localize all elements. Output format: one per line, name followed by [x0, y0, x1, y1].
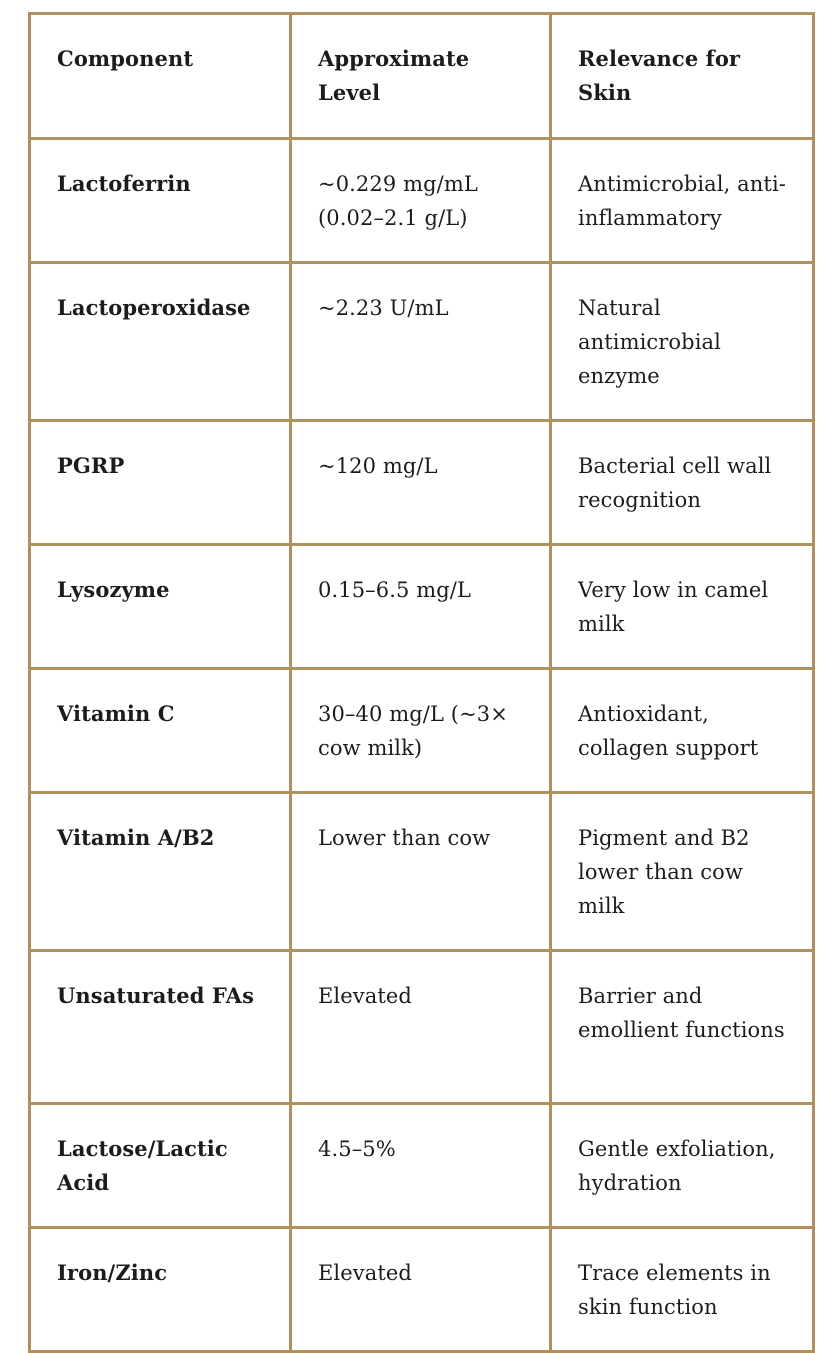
component-cell: Lysozyme	[30, 545, 291, 669]
composition-table	[28, 12, 815, 1353]
table-row	[30, 951, 814, 1104]
relevance-cell: Pigment and B2 lower than cow milk	[551, 793, 814, 951]
table-header-row	[30, 14, 814, 139]
component-cell: Lactose/Lactic Acid	[30, 1104, 291, 1228]
level-cell: ~0.229 mg/mL (0.02–2.1 g/L)	[291, 139, 551, 263]
component-cell: Lactoferrin	[30, 139, 291, 263]
level-cell: 0.15–6.5 mg/L	[291, 545, 551, 669]
level-cell: ~2.23 U/mL	[291, 263, 551, 421]
table-row	[30, 139, 814, 263]
relevance-cell: Very low in camel milk	[551, 545, 814, 669]
table-row	[30, 545, 814, 669]
component-cell: PGRP	[30, 421, 291, 545]
table-row	[30, 1228, 814, 1352]
component-cell: Unsaturated FAs	[30, 951, 291, 1104]
composition-table-container	[28, 12, 812, 1353]
header-approximate-level: Approximate Level	[291, 14, 551, 139]
header-component: Component	[30, 14, 291, 139]
component-cell: Vitamin A/B2	[30, 793, 291, 951]
level-cell: 30–40 mg/L (~3× cow milk)	[291, 669, 551, 793]
component-cell: Vitamin C	[30, 669, 291, 793]
relevance-cell: Trace elements in skin function	[551, 1228, 814, 1352]
table-row	[30, 421, 814, 545]
component-cell: Iron/Zinc	[30, 1228, 291, 1352]
relevance-cell: Antimicrobial, anti-inflammatory	[551, 139, 814, 263]
table-row	[30, 669, 814, 793]
level-cell: 4.5–5%	[291, 1104, 551, 1228]
level-cell: Elevated	[291, 951, 551, 1104]
relevance-cell: Barrier and emollient functions	[551, 951, 814, 1104]
table-row	[30, 793, 814, 951]
level-cell: Elevated	[291, 1228, 551, 1352]
relevance-cell: Natural antimicrobial enzyme	[551, 263, 814, 421]
relevance-cell: Gentle exfoliation, hydration	[551, 1104, 814, 1228]
level-cell: ~120 mg/L	[291, 421, 551, 545]
header-relevance-for-skin: Relevance for Skin	[551, 14, 814, 139]
table-row	[30, 1104, 814, 1228]
table-row	[30, 263, 814, 421]
relevance-cell: Antioxidant, collagen support	[551, 669, 814, 793]
level-cell: Lower than cow	[291, 793, 551, 951]
component-cell: Lactoperoxidase	[30, 263, 291, 421]
relevance-cell: Bacterial cell wall recognition	[551, 421, 814, 545]
